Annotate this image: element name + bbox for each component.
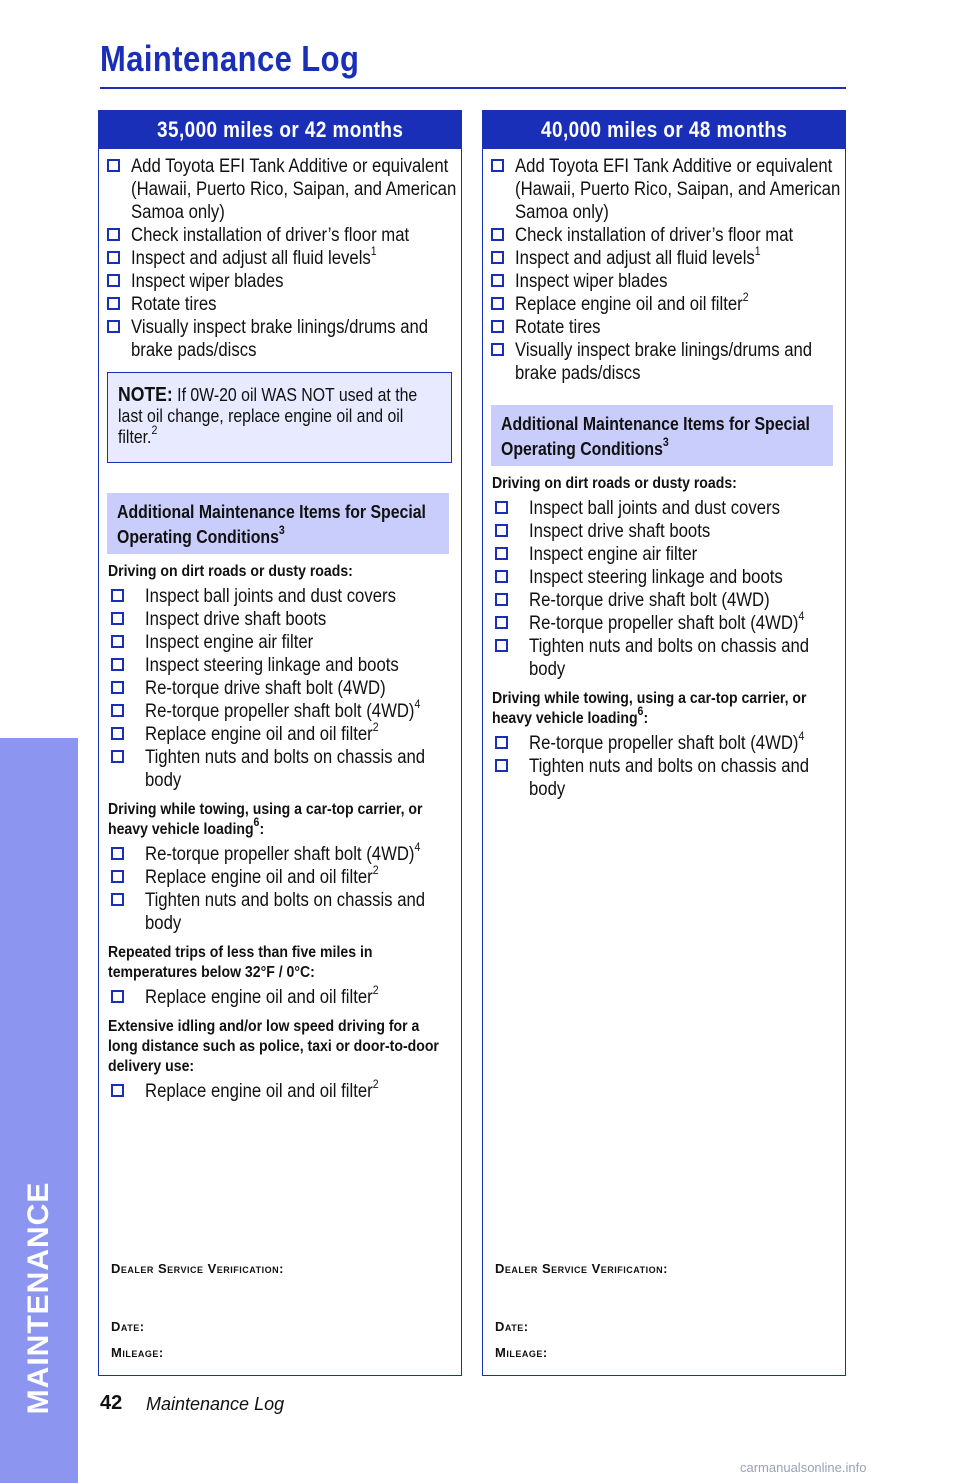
checklist-item: Replace engine oil and oil filter$^2$ (99, 1080, 461, 1103)
checklist-item: Visually inspect brake linings/drums and brake pads/discs (483, 339, 845, 385)
checkbox[interactable] (491, 159, 504, 172)
checkbox[interactable] (111, 658, 124, 671)
checklist-item: Re-torque propeller shaft bolt $(4WD)^4$ (483, 732, 845, 755)
checklist-item: Re-torque propeller shaft bolt $(4WD)^4$ (99, 843, 461, 866)
section-side-tab (0, 738, 78, 1483)
condition-heading: Driving while towing, using a car-top carrier, or heavy vehicle loading$^6$: (108, 801, 423, 838)
checkbox[interactable] (495, 639, 508, 652)
checklist-item: Inspect ball joints and dust covers (483, 497, 845, 520)
column-header: 35,000 miles or 42 months (99, 111, 461, 149)
checkbox[interactable] (491, 297, 504, 310)
checklist-item: Re-torque propeller shaft bolt $(4WD)^4$ (483, 612, 845, 635)
checkbox[interactable] (111, 990, 124, 1003)
checklist-item: Re-torque drive shaft bolt (4WD) (99, 677, 461, 700)
checklist-item: Inspect wiper blades (99, 270, 461, 293)
checkbox[interactable] (107, 228, 120, 241)
checklist-item: Add Toyota EFI Tank Additive or equivalent (Hawaii, Puerto Rico, Saipan, and American Samoa only) (99, 155, 461, 224)
checkbox[interactable] (491, 274, 504, 287)
checklist-item: Tighten nuts and bolts on chassis and body (99, 746, 461, 792)
checkbox[interactable] (495, 616, 508, 629)
checkbox[interactable] (495, 547, 508, 560)
dealer-verification-label: Dealer Service Verification: (495, 1261, 668, 1276)
checkbox[interactable] (495, 501, 508, 514)
checkbox[interactable] (111, 750, 124, 763)
checklist-item: Re-torque propeller shaft bolt $(4WD)^4$ (99, 700, 461, 723)
checkbox[interactable] (495, 736, 508, 749)
checklist (483, 155, 845, 385)
checklist-item: Replace engine oil and oil filter$^2$ (99, 986, 461, 1009)
checklist-item: Inspect engine air filter (99, 631, 461, 654)
checklist-item: Add Toyota EFI Tank Additive or equivalent (Hawaii, Puerto Rico, Saipan, and American Samoa only) (483, 155, 845, 224)
checklist-item: Tighten nuts and bolts on chassis and body (483, 635, 845, 681)
checklist-item: Rotate tires (99, 293, 461, 316)
checkbox[interactable] (107, 320, 120, 333)
checklist-item: Rotate tires (483, 316, 845, 339)
checkbox[interactable] (107, 274, 120, 287)
checklist-item: Inspect steering linkage and boots (483, 566, 845, 589)
date-label: Date: (111, 1319, 145, 1334)
checkbox[interactable] (107, 297, 120, 310)
checklist-item: Inspect steering linkage and boots (99, 654, 461, 677)
checkbox[interactable] (111, 612, 124, 625)
condition-heading: Repeated trips of less than five miles in temperatures below 32°F / 0°C: (108, 944, 373, 981)
watermark: carmanualsonline.info (740, 1460, 867, 1475)
checkbox[interactable] (491, 228, 504, 241)
checklist-item: Inspect and adjust all fluid levels$^1$ (99, 247, 461, 270)
checkbox[interactable] (111, 893, 124, 906)
checklist-item: Inspect engine air filter (483, 543, 845, 566)
checklist (99, 155, 461, 362)
checkbox[interactable] (111, 635, 124, 648)
maintenance-column-35000 (98, 110, 462, 1376)
checkbox[interactable] (111, 681, 124, 694)
mileage-label: Mileage: (495, 1345, 548, 1360)
checkbox[interactable] (495, 570, 508, 583)
checkbox[interactable] (111, 1084, 124, 1097)
checkbox[interactable] (491, 251, 504, 264)
column-body (99, 155, 461, 1103)
checkbox[interactable] (495, 759, 508, 772)
checklist-item: Inspect ball joints and dust covers (99, 585, 461, 608)
checklist-item: Tighten nuts and bolts on chassis and body (483, 755, 845, 801)
checkbox[interactable] (491, 320, 504, 333)
checklist-item: Re-torque drive shaft bolt (4WD) (483, 589, 845, 612)
date-label: Date: (495, 1319, 529, 1334)
additional-items-heading: Additional Maintenance Items for Special Operating Conditions$^3$ (491, 405, 833, 466)
checklist-item: Check installation of driver’s floor mat (483, 224, 845, 247)
condition-heading: Extensive idling and/or low speed driving for a long distance such as police, taxi or door-to-door delivery use: (108, 1018, 439, 1075)
condition-heading: Driving while towing, using a car-top carrier, or heavy vehicle loading$^6$: (492, 690, 807, 727)
checkbox[interactable] (111, 589, 124, 602)
condition-heading: Driving on dirt roads or dusty roads: (108, 563, 353, 580)
checklist-item: Inspect drive shaft boots (483, 520, 845, 543)
checkbox[interactable] (107, 159, 120, 172)
note-label: NOTE: (118, 384, 173, 406)
checklist-item: Tighten nuts and bolts on chassis and body (99, 889, 461, 935)
note-text: If 0W-20 oil WAS NOT used at the last oil change, replace engine oil and oil filter. (118, 385, 418, 447)
note-box: NOTE: If 0W-20 oil WAS NOT used at the last oil change, replace engine oil and oil filter.$^2$ (107, 372, 452, 463)
checkbox[interactable] (495, 593, 508, 606)
column-header: 40,000 miles or 48 months (483, 111, 845, 149)
checklist-item: Visually inspect brake linings/drums and brake pads/discs (99, 316, 461, 362)
checkbox[interactable] (107, 251, 120, 264)
condition-heading: Driving on dirt roads or dusty roads: (492, 475, 737, 492)
page-number: 42 (100, 1392, 123, 1414)
checklist-item: Replace engine oil and oil filter$^2$ (483, 293, 845, 316)
additional-items-heading: Additional Maintenance Items for Special Operating Conditions$^3$ (107, 493, 449, 554)
mileage-label: Mileage: (111, 1345, 164, 1360)
checklist-item: Replace engine oil and oil filter$^2$ (99, 723, 461, 746)
side-tab-label: MAINTENANCE (22, 1181, 55, 1415)
checkbox[interactable] (111, 870, 124, 883)
dealer-verification-label: Dealer Service Verification: (111, 1261, 284, 1276)
page-title: Maintenance Log (100, 38, 360, 79)
checkbox[interactable] (111, 847, 124, 860)
checkbox[interactable] (491, 343, 504, 356)
checklist-item: Inspect and adjust all fluid levels$^1$ (483, 247, 845, 270)
checkbox[interactable] (495, 524, 508, 537)
checkbox[interactable] (111, 704, 124, 717)
title-divider (100, 87, 846, 89)
maintenance-column-40000 (482, 110, 846, 1376)
checklist-item: Inspect drive shaft boots (99, 608, 461, 631)
checklist-item: Replace engine oil and oil filter$^2$ (99, 866, 461, 889)
checklist-item: Check installation of driver’s floor mat (99, 224, 461, 247)
checklist-item: Inspect wiper blades (483, 270, 845, 293)
checkbox[interactable] (111, 727, 124, 740)
column-body (483, 155, 845, 801)
footer-section-label: Maintenance Log (146, 1394, 285, 1414)
